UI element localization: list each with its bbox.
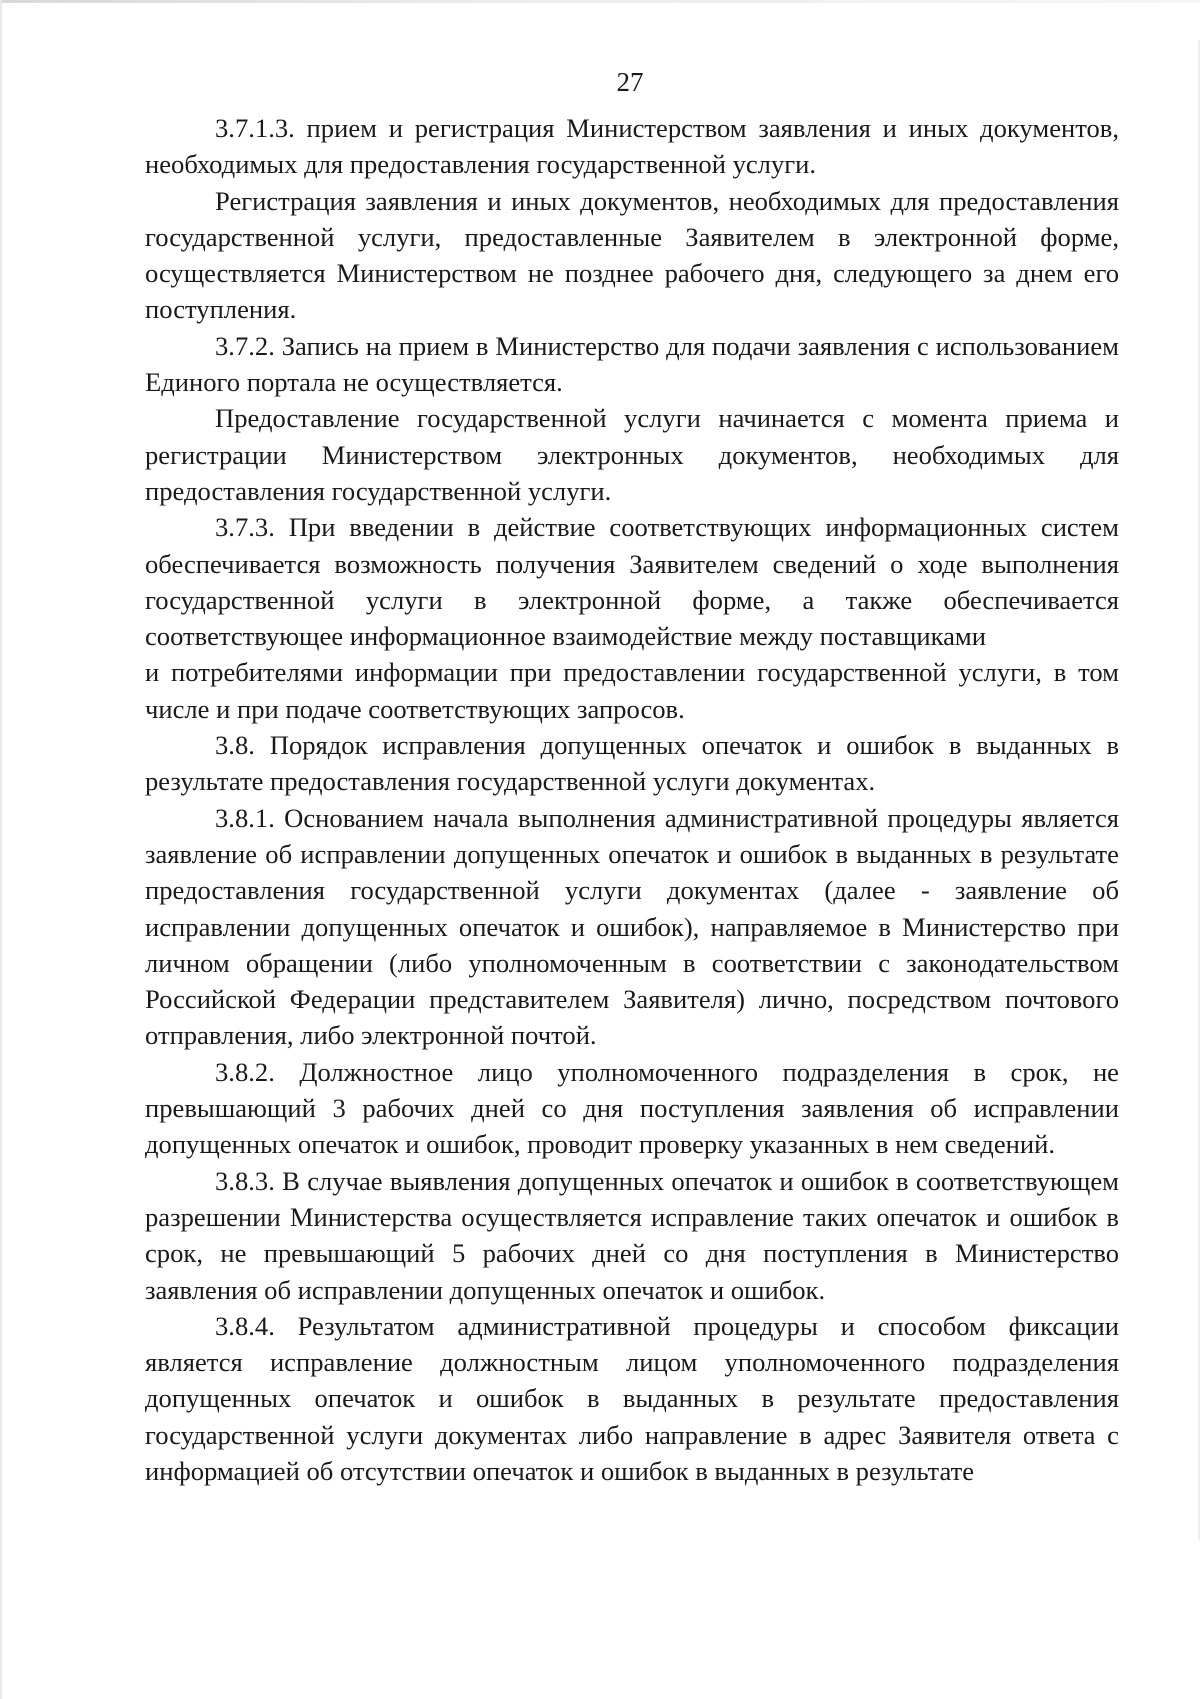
paragraph-3-7-2: 3.7.2. Запись на прием в Министерство для подачи заявления с использованием Единого портала не осуществляется. — [145, 330, 1119, 398]
paragraph-3-8: 3.8. Порядок исправления допущенных опечаток и ошибок в выданных в результате предоставления государственной услуги документах. — [145, 730, 1119, 797]
scan-edge-left — [0, 0, 2, 1699]
paragraph-3-7-3: 3.7.3. При введении в действие соответствующих информационных систем обеспечивается возможность получения Заявителем сведений о ходе выполнения государственной услуги в электронной форме, а также обеспечивается соответствующее информационное взаимодействие между поставщиками — [145, 512, 1119, 652]
scan-edge-top — [0, 0, 1200, 3]
paragraph-3-8-1: 3.8.1. Основанием начала выполнения административной процедуры является заявление об исправлении допущенных опечаток и ошибок в выданных в результате предоставления государственной услуги документах (далее - заявление об исправлении допущенных опечаток и ошибок), направляемое в Министерство при личном обращении (либо уполномоченным в соответствии с законодательством Российской Федерации представителем Заявителя) лично, посредством почтового отправления, либо электронной почтой. — [145, 802, 1119, 1051]
page-number: 27 — [616, 67, 644, 97]
paragraph-registration: Регистрация заявления и иных документов, необходимых для предоставления государственной услуги, предоставленные Заявителем в электронной форме, осуществляется Министерством не позднее рабочего дня, следующего за днем его поступления. — [145, 185, 1119, 325]
paragraph-3-8-3: 3.8.3. В случае выявления допущенных опечаток и ошибок в соответствующем разрешении Министерства осуществляется исправление таких опечаток и ошибок в срок, не превышающий 5 рабочих дней со дня поступления в Министерство заявления об исправлении допущенных опечаток и ошибок. — [145, 1165, 1119, 1305]
document-body — [145, 110, 1119, 1489]
paragraph-3-7-3-continued: и потребителями информации при предоставлении государственной услуги, в том числе и при подаче соответствующих запросов. — [145, 657, 1119, 724]
paragraph-3-8-4: 3.8.4. Результатом административной процедуры и способом фиксации является исправление должностным лицом уполномоченного подразделения допущенных опечаток и ошибок в выданных в результате предоставления государственной услуги документах либо направление в адрес Заявителя ответа с информацией об отсутствии опечаток и ошибок в выданных в результате — [145, 1310, 1119, 1486]
paragraph-3-7-1-3: 3.7.1.3. прием и регистрация Министерством заявления и иных документов, необходимых для предоставления государственной услуги. — [145, 113, 1119, 180]
paragraph-service-start: Предоставление государственной услуги начинается с момента приема и регистрации Министерством электронных документов, необходимых для предоставления государственной услуги. — [145, 403, 1119, 506]
paragraph-3-8-2: 3.8.2. Должностное лицо уполномоченного подразделения в срок, не превышающий 3 рабочих дней со дня поступления заявления об исправлении допущенных опечаток и ошибок, проводит проверку указанных в нем сведений. — [145, 1056, 1119, 1160]
